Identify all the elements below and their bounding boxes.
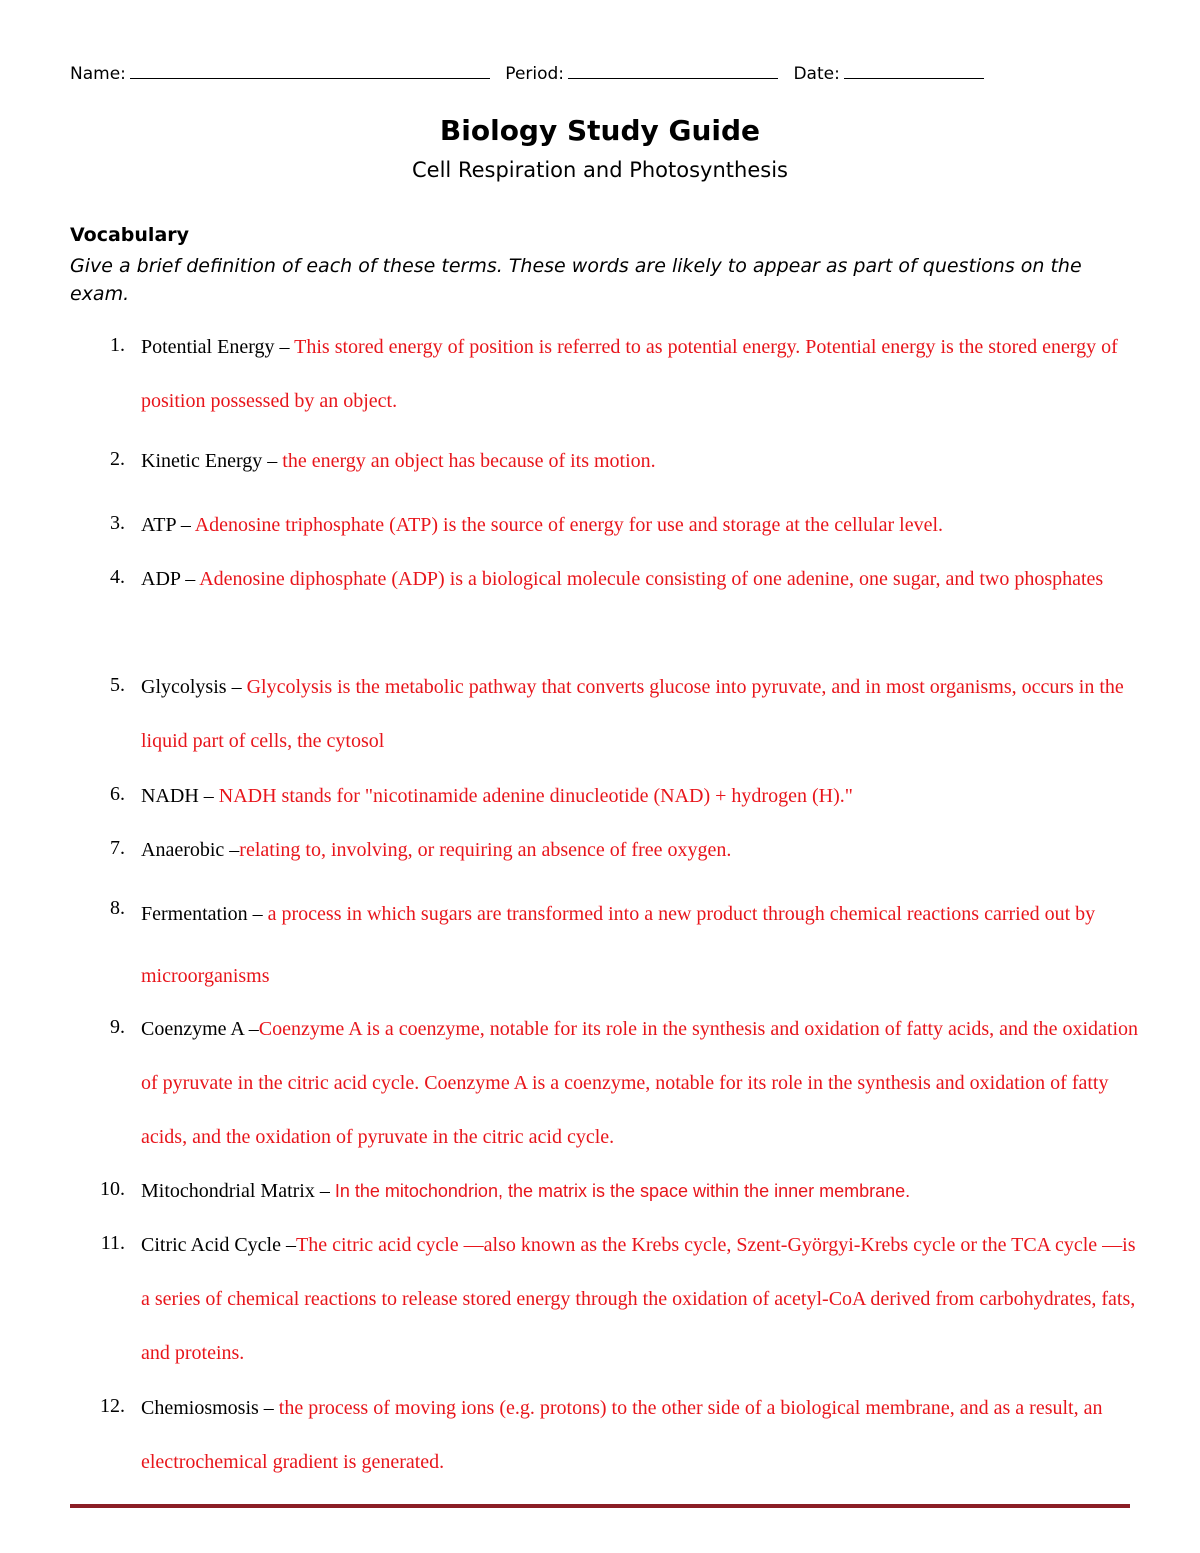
vocab-term: Fermentation [141, 903, 248, 925]
item-number: 4. [110, 566, 125, 588]
vocab-term: Kinetic Energy [141, 450, 263, 472]
vocab-definition: the energy an object has because of its motion. [282, 450, 656, 472]
vocab-dash: – [185, 568, 196, 590]
vocab-definition: relating to, involving, or requiring an absence of free oxygen. [239, 839, 732, 861]
item-body [141, 1164, 1141, 1218]
item-number: 3. [110, 512, 125, 534]
item-body [141, 552, 1141, 606]
page-subtitle: Cell Respiration and Photosynthesis [412, 158, 788, 182]
item-number: 2. [110, 448, 125, 470]
vocab-definition: the process of moving ions (e.g. protons) to the other side of a biological membrane, and as a result, an electrochemical gradient is generated. [141, 1397, 1103, 1473]
item-body [141, 434, 1141, 488]
vocab-dash: – [203, 785, 214, 807]
vocab-term: Mitochondrial Matrix [141, 1180, 315, 1202]
item-body [141, 1218, 1141, 1380]
vocab-term: ATP [141, 514, 176, 536]
vocab-dash: – [180, 514, 191, 536]
section-instructions: Give a brief definition of each of these terms. These words are likely to appear as part of questions on the exam. [70, 255, 1082, 305]
item-body [141, 1002, 1141, 1164]
vocab-dash: – [285, 1234, 296, 1256]
vocab-dash: – [231, 676, 242, 698]
vocab-term: ADP [141, 568, 181, 590]
vocab-term: Glycolysis [141, 676, 227, 698]
vocab-definition: The citric acid cycle —also known as the Krebs cycle, Szent-Györgyi-Krebs cycle or the TCA cycle —is a series of chemical reactions to release stored energy through the oxidation of acetyl-CoA derived from carbohydrates, fats, and proteins. [141, 1234, 1136, 1364]
vocab-definition: In the mitochondrion, the matrix is the space within the inner membrane. [334, 1181, 911, 1201]
vocab-dash: – [319, 1180, 330, 1202]
item-body [141, 823, 1141, 877]
item-body [141, 660, 1141, 768]
footer-rule [70, 1504, 1130, 1508]
period-label: Period: [505, 64, 565, 84]
section-heading: Vocabulary [70, 224, 190, 246]
item-body [141, 769, 1141, 823]
item-number: 7. [110, 837, 125, 859]
vocab-dash: – [229, 839, 240, 861]
item-number: 8. [110, 897, 125, 919]
vocab-term: NADH [141, 785, 199, 807]
vocab-definition: Coenzyme A is a coenzyme, notable for its role in the synthesis and oxidation of fatty acids, and the oxidation of pyruvate in the citric acid cycle. Coenzyme A is a coenzyme, notable for its role in the synthesis and oxidation of fatty acids, and the oxidation of pyruvate in the citric acid cycle. [141, 1018, 1139, 1148]
vocab-term: Chemiosmosis [141, 1397, 259, 1419]
item-number: 10. [100, 1178, 125, 1200]
vocab-definition: a process in which sugars are transformed into a new product through chemical reactions carried out by microorganisms [141, 903, 1096, 987]
vocab-dash: – [279, 336, 290, 358]
item-number: 12. [100, 1395, 125, 1417]
vocab-term: Coenzyme A [141, 1018, 244, 1040]
page-title: Biology Study Guide [439, 114, 761, 147]
vocab-definition: Glycolysis is the metabolic pathway that converts glucose into pyruvate, and in most organisms, occurs in the liquid part of cells, the cytosol [141, 676, 1124, 752]
vocab-term: Citric Acid Cycle [141, 1234, 281, 1256]
date-label: Date: [793, 64, 840, 84]
vocab-dash: – [263, 1397, 274, 1419]
vocab-term: Potential Energy [141, 336, 275, 358]
name-label: Name: [70, 64, 126, 84]
vocab-dash: – [248, 1018, 259, 1040]
item-number: 6. [110, 783, 125, 805]
item-number: 5. [110, 674, 125, 696]
item-number: 1. [110, 334, 125, 356]
vocab-dash: – [267, 450, 278, 472]
item-number: 9. [110, 1016, 125, 1038]
vocab-definition: Adenosine diphosphate (ADP) is a biological molecule consisting of one adenine, one sugar, and two phosphates [199, 568, 1104, 590]
item-number: 11. [100, 1232, 125, 1254]
vocab-term: Anaerobic [141, 839, 225, 861]
vocab-definition: NADH stands for "nicotinamide adenine dinucleotide (NAD) + hydrogen (H)." [218, 785, 853, 807]
item-body [141, 1381, 1141, 1489]
vocab-definition: Adenosine triphosphate (ATP) is the source of energy for use and storage at the cellular level. [194, 514, 944, 536]
item-body [141, 320, 1141, 428]
vocab-definition: This stored energy of position is referred to as potential energy. Potential energy is the stored energy of position possessed by an object. [141, 336, 1118, 412]
item-body [141, 883, 1141, 1007]
item-body [141, 498, 1141, 552]
vocab-dash: – [252, 903, 263, 925]
